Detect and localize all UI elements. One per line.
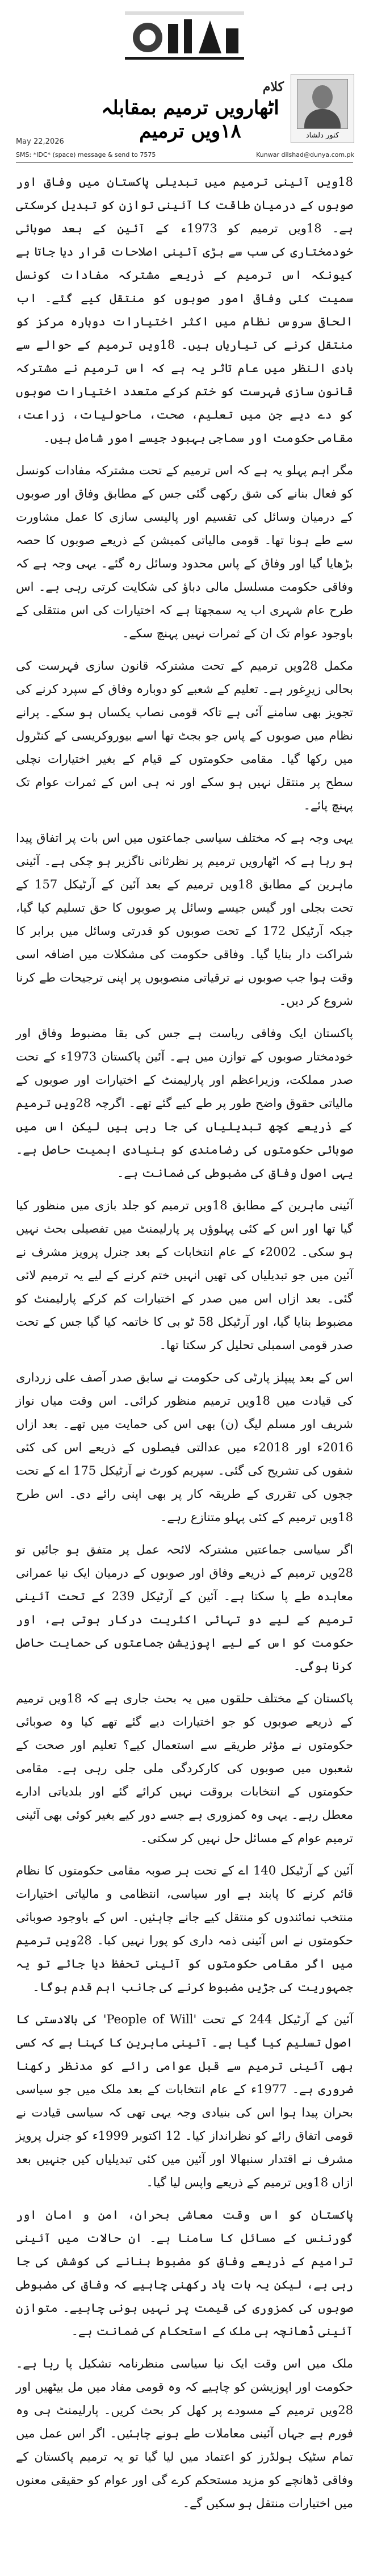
article-paragraph: پاکستان ایک وفاقی ریاست ہے جس کی بقا مضبوط وفاق اور خودمختار صوبوں کے توازن میں ہے۔ آئین پاکستان 1973ء کے تحت صدر مملکت، وزیراعظم اور پارلیمنٹ کے اختیارات اور صوبوں کے مالیاتی حقوق واضح طور پر طے کیے گئے تھے۔ اگرچہ 28ویں ترمیم کے ذریعے کچھ تبدیلیاں کی جا رہی ہیں لیکن اس میں صوبائی حکومتوں کی رضامندی کو بنیادی اہمیت حاصل ہے۔ یہی اصول وفاق کی مضبوطی کی ضمانت ہے۔ [16,1026,353,1180]
newspaper-logo-icon [114,3,255,66]
article-paragraph: آئین کے آرٹیکل 140 اے کے تحت ہر صوبہ مقامی حکومتوں کا نظام قائم کرنے کا پابند ہے اور سیاسی، انتظامی و مالیاتی اختیارات منتخب نمائندوں کو منتقل کیے جانے چاہئیں۔ اس کے باوجود صوبائی حکومتوں نے اس آئینی ذمہ داری کو پورا نہیں کیا۔ 28ویں ترمیم میں اگر مقامی حکومتوں کو آئینی تحفظ دیا جائے تو یہ جمہوریت کی جڑیں مضبوط کرنے کی جانب اہم قدم ہوگا۔ [16,1864,353,1994]
article-paragraph: یہی وجہ ہے کہ مختلف سیاسی جماعتوں میں اس بات پر اتفاق پیدا ہو رہا ہے کہ اٹھارویں ترمیم پر نظرثانی ناگزیر ہو چکی ہے۔ آئینی ماہرین کے مطابق 18ویں ترمیم کے بعد آئین کے آرٹیکل 157 کے تحت بجلی اور گیس جیسے وسائل پر صوبوں کا حق تسلیم کیا گیا، جبکہ آرٹیکل 172 کے تحت صوبوں کو قدرتی وسائل میں برابر کا شراکت دار بنایا گیا۔ وفاقی حکومت کی مشکلات میں اضافہ اسی وقت ہوا جب صوبوں نے ترقیاتی منصوبوں پر اپنی ترجیحات طے کرنا شروع کر دیں۔ [16,831,353,1008]
author-photo-head [312,85,333,109]
newspaper-logo-graphic [114,3,255,66]
author-name: کنور دلشاد [305,131,339,140]
author-box [291,74,354,143]
article-paragraph: اگر سیاسی جماعتیں مشترکہ لائحہ عمل پر متفق ہو جائیں تو 28ویں ترمیم کے ذریعے وفاق اور صوبوں کے درمیان ایک نیا عمرانی معاہدہ طے پا سکتا ہے۔ آئین کے آرٹیکل 239 کے تحت آئینی ترمیم کے لیے دو تہائی اکثریت درکار ہوتی ہے، اور حکومت کو اس کے لیے اپوزیشن جماعتوں کی حمایت حاصل کرنا ہوگی۔ [16,1543,353,1673]
article-paragraph: پاکستان کے مختلف حلقوں میں یہ بحث جاری ہے کہ 18ویں ترمیم کے ذریعے صوبوں کو جو اختیارات دیے گئے تھے کیا وہ صوبائی حکومتوں نے مؤثر طریقے سے استعمال کیے؟ تعلیم اور صحت کے شعبوں میں صوبوں کی کارکردگی ملی جلی رہی ہے۔ مقامی حکومتوں کے انتخابات بروقت نہیں کرائے گئے اور بلدیاتی ادارے معطل رہے۔ یہی وہ کمزوری ہے جسے دور کیے بغیر کوئی بھی آئینی ترمیم عوام کے مسائل حل نہیں کر سکتی۔ [16,1692,353,1845]
article-paragraph: مگر اہم پہلو یہ ہے کہ اس ترمیم کے تحت مشترکہ مفادات کونسل کو فعال بنانے کی شق رکھی گئی جس کے مطابق وفاق اور صوبوں کے درمیان وسائل کی تقسیم اور پالیسی سازی کا عمل مشاورت سے طے ہونا تھا۔ قومی مالیاتی کمیشن کے ذریعے صوبوں کا حصہ بڑھایا گیا اور وفاق کے پاس محدود وسائل رہ گئے۔ یہی وجہ ہے کہ وفاقی حکومت مسلسل مالی دباؤ کی شکایت کرتی رہی ہے۔ اس طرح عام شہری اب یہ سمجھتا ہے کہ اختیارات کی اس منتقلی کے باوجود عوام تک ان کے ثمرات نہیں پہنچ سکے۔ [16,464,353,640]
article-paragraph: مکمل 28ویں ترمیم کے تحت مشترکہ قانون سازی فہرست کی بحالی زیرِغور ہے۔ تعلیم کے شعبے کو دوبارہ وفاق کے سپرد کرنے کی تجویز بھی سامنے آئی ہے تاکہ قومی نصاب یکساں ہو سکے۔ پرانے نظام میں صوبوں کے پاس جو بجٹ تھا اسے بیوروکریسی کے کنٹرول میں رکھا گیا۔ مقامی حکومتوں کے قیام کے بغیر اختیارات نچلی سطح پر منتقل نہیں ہو سکے اور نہ ہی اس کے ثمرات عوام تک پہنچ پائے۔ [16,659,353,812]
author-email: Kunwar dilshad@dunya.com.pk [256,151,354,158]
sms-line: SMS: *IDC* (space) message & send to 7575 [16,151,156,158]
article-body [16,170,353,2524]
article-paragraph: آئین کے آرٹیکل 244 کے تحت 'People of Will' کی بالادستی کا اصول تسلیم کیا گیا ہے۔ آئینی ماہرین کا کہنا ہے کہ کسی بھی آئینی ترمیم سے قبل عوامی رائے کو مدنظر رکھنا ضروری ہے۔ 1977ء کے عام انتخابات کے بعد ملک میں جو سیاسی بحران پیدا ہوا اس کی بنیادی وجہ یہی تھی کہ سیاسی قیادت نے قومی اتفاق رائے کو نظرانداز کیا۔ 12 اکتوبر 1999ء کو جنرل پرویز مشرف نے اقتدار سنبھالا اور آئین میں کئی تبدیلیاں کیں جنہیں بعد ازاں 18ویں ترمیم کے ذریعے واپس لیا گیا۔ [16,2013,353,2189]
article-paragraph: 18ویں آئینی ترمیم میں تبدیلی پاکستان میں وفاق اور صوبوں کے درمیان طاقت کا آئینی توازن کو تبدیل کرسکتی ہے۔ 18ویں ترمیم کو 1973ء کے آئین کے بعد صوبائی خودمختاری کی سب سے بڑی آئینی اصلاحات قرار دیا جاتا ہے کیونکہ اس ترمیم کے ذریعے مشترکہ مفادات کونسل سمیت کئی وفاقی امور صوبوں کو منتقل کیے گئے۔ اب الحاقی سروس نظام میں اکثر اختیارات دوبارہ مرکز کو منتقل کرنے کی تیاریاں ہیں۔ 18ویں ترمیم کے حوالے سے بادی النظر میں عام تاثر یہ ہے کہ اس ترمیم نے مشترکہ قانون سازی فہرست کو ختم کرکے متعدد اختیارات صوبوں کو دے دیے جن میں تعلیم، صحت، ماحولیات، زراعت، مقامی حکومت اور سماجی بہبود جیسے امور شامل ہیں۔ [16,175,353,445]
article-paragraph: اس کے بعد پیپلز پارٹی کی حکومت نے سابق صدر آصف علی زرداری کی قیادت میں 18ویں ترمیم منظور کرائی۔ اس وقت میاں نواز شریف اور مسلم لیگ (ن) بھی اس کی حمایت میں تھے۔ بعد ازاں 2016ء اور 2018ء میں عدالتی فیصلوں کے ذریعے اس کی کئی شقوں کی تشریح کی گئی۔ سپریم کورٹ نے آرٹیکل 175 اے کے تحت ججوں کی تقرری کے طریقہ کار پر بھی اپنی رائے دی۔ اس طرح 18ویں ترمیم کے کئی پہلو متنازع رہے۔ [16,1371,354,1524]
headline: اٹھارویں ترمیم بمقابلہ ۱۸ویں ترمیم [101,97,279,143]
masthead [0,3,369,72]
article-paragraph: آئینی ماہرین کے مطابق 18ویں ترمیم کو جلد بازی میں منظور کیا گیا تھا اور اس کے کئی پہلوؤں پر پارلیمنٹ میں تفصیلی بحث نہیں ہو سکی۔ 2002ء کے عام انتخابات کے بعد جنرل پرویز مشرف نے آئین میں جو تبدیلیاں کی تھیں انہیں ختم کرنے کے لیے یہ ترمیم لائی گئی۔ بعد ازاں اس میں صدر کے اختیارات کم کرکے پارلیمنٹ کو مضبوط بنایا گیا، اور آرٹیکل 58 ٹو بی کا خاتمہ کیا گیا جس کے تحت صدر قومی اسمبلی تحلیل کر سکتا تھا۔ [16,1199,353,1352]
article-paragraph: ملک میں اس وقت ایک نیا سیاسی منظرنامہ تشکیل پا رہا ہے۔ حکومت اور اپوزیشن کو چاہیے کہ وہ قومی مفاد میں مل بیٹھیں اور 28ویں ترمیم کے مسودے پر کھل کر بحث کریں۔ پارلیمنٹ ہی وہ فورم ہے جہاں آئینی معاملات طے ہونے چاہئیں۔ اگر اس عمل میں تمام سٹیک ہولڈرز کو اعتماد میں لیا گیا تو یہ ترمیم پاکستان کے وفاقی ڈھانچے کو مزید مستحکم کرے گی اور عوام کو حقیقی معنوں میں اختیارات منتقل ہو سکیں گے۔ [16,2357,353,2510]
author-photo-body [304,109,341,129]
publish-date: May 22,2026 [16,137,64,146]
column-tag: کلام [262,80,284,94]
author-photo [297,79,348,129]
header-divider [16,162,353,163]
article-paragraph: پاکستان کو اس وقت معاشی بحران، امن و امان اور گورننس کے مسائل کا سامنا ہے۔ ان حالات میں آئینی ترامیم کے ذریعے وفاق کو مضبوط بنانے کی کوشش کی جا رہی ہے، لیکن یہ بات یاد رکھنی چاہیے کہ وفاق کی مضبوطی صوبوں کی کمزوری کی قیمت پر نہیں ہونی چاہیے۔ متوازن آئینی ڈھانچہ ہی ملک کے استحکام کی ضمانت ہے۔ [16,2208,353,2338]
